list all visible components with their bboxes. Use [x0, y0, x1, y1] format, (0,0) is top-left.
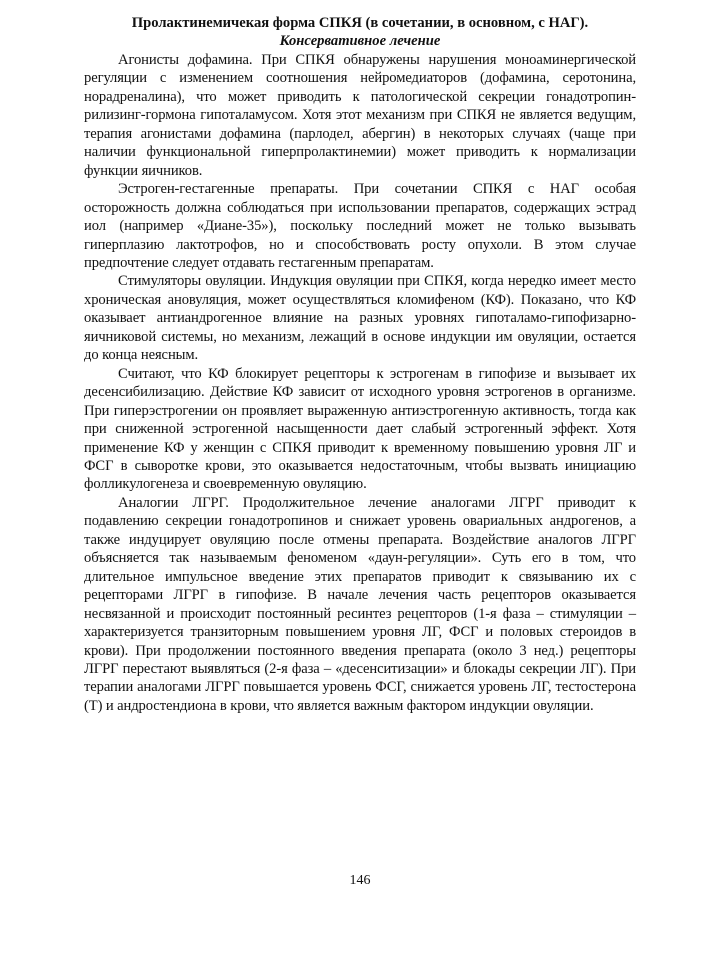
- paragraph-clomiphene-mechanism: Считают, что КФ блокирует рецепторы к эстрогенам в гипофизе и вызывает их десенсибилизацию. Действие КФ зависит от исходного уровня эстрогенов в организме. При гиперэстрогении он проявляет выраженную антиэстрогенную активность, тогда как при сниженной эстрогенной насыщенности дает слабый эстрогенный эффект. Хотя применение КФ у женщин с СПКЯ приводит к временному повышению уровня ЛГ и ФСГ в сыворотке крови, это оказывается недостаточным, чтобы вызвать инициацию фолликулогенеза и своевременную овуляцию.: [84, 365, 636, 493]
- document-page: [84, 14, 636, 715]
- paragraph-estrogen-gestagen: Эстроген-гестагенные препараты. При сочетании СПКЯ с НАГ особая осторожность должна соблюдаться при использовании препаратов, содержащих эстрад иол (например «Диане-35»), поскольку последний может не только вызывать гиперплазию лактотрофов, но и способствовать росту опухоли. В этом случае предпочтение следует отдавать гестагенным препаратам.: [84, 181, 636, 271]
- paragraph-lhrh-analogs: Аналогии ЛГРГ. Продолжительное лечение аналогами ЛГРГ приводит к подавлению секреции гонадотропинов и снижает уровень овариальных андрогенов, а также индуцирует овуляцию после отмены препарата. Воздействие аналогов ЛГРГ объясняется так называемым феноменом «даун-регуляции». Суть его в том, что длительное импульсное введение этих препаратов приводит к связыванию их с рецепторами ЛГРГ в гипофизе. В начале лечения часть рецепторов оказывается несвязанной и происходит постоянный ресинтез рецепторов (1-я фаза – стимуляции – характеризуется транзиторным повышением уровня ЛГ, ФСГ и половых стероидов в крови). При продолжении постоянного введения препарата (около 3 нед.) рецепторы ЛГРГ перестают выявляться (2-я фаза – «десенситизации» и блокады секреции ЛГ). При терапии аналогами ЛГРГ повышается уровень ФСГ, снижается уровень ЛГ, тестостерона (Т) и андростендиона в крови, что является важным фактором индукции овуляции.: [84, 494, 636, 714]
- page-number: 146: [349, 873, 371, 888]
- section-title: Пролактинемичекая форма СПКЯ (в сочетании, в основном, с НАГ).: [131, 15, 589, 31]
- paragraph-dopamine-agonists: Агонисты дофамина. При СПКЯ обнаружены нарушения моноаминергической регуляции с изменением соотношения нейромедиаторов (дофамина, серотонина, норадреналина), что может приводить к патологической секреции гонадотропин-рилизинг-гормона гипоталамусом. Хотя этот механизм при СПКЯ не является ведущим, терапия агонистами дофамина (парлодел, абергин) в некоторых случаях (чаще при наличии функциональной гиперпролактинемии) может приводить к нормализации функции яичников.: [84, 52, 636, 179]
- paragraph-ovulation-stimulators: Стимуляторы овуляции. Индукция овуляции при СПКЯ, когда нередко имеет место хроническая ановуляция, может осуществляться кломифеном (КФ). Показано, что КФ оказывает антиандрогенное влияние на разных уровнях гипоталамо-гипофизарно-яичниковой системы, но механизм, лежащий в основе индукции им овуляции, остается до конца неясным.: [84, 273, 636, 364]
- section-subtitle: Консервативное лечение: [279, 33, 441, 49]
